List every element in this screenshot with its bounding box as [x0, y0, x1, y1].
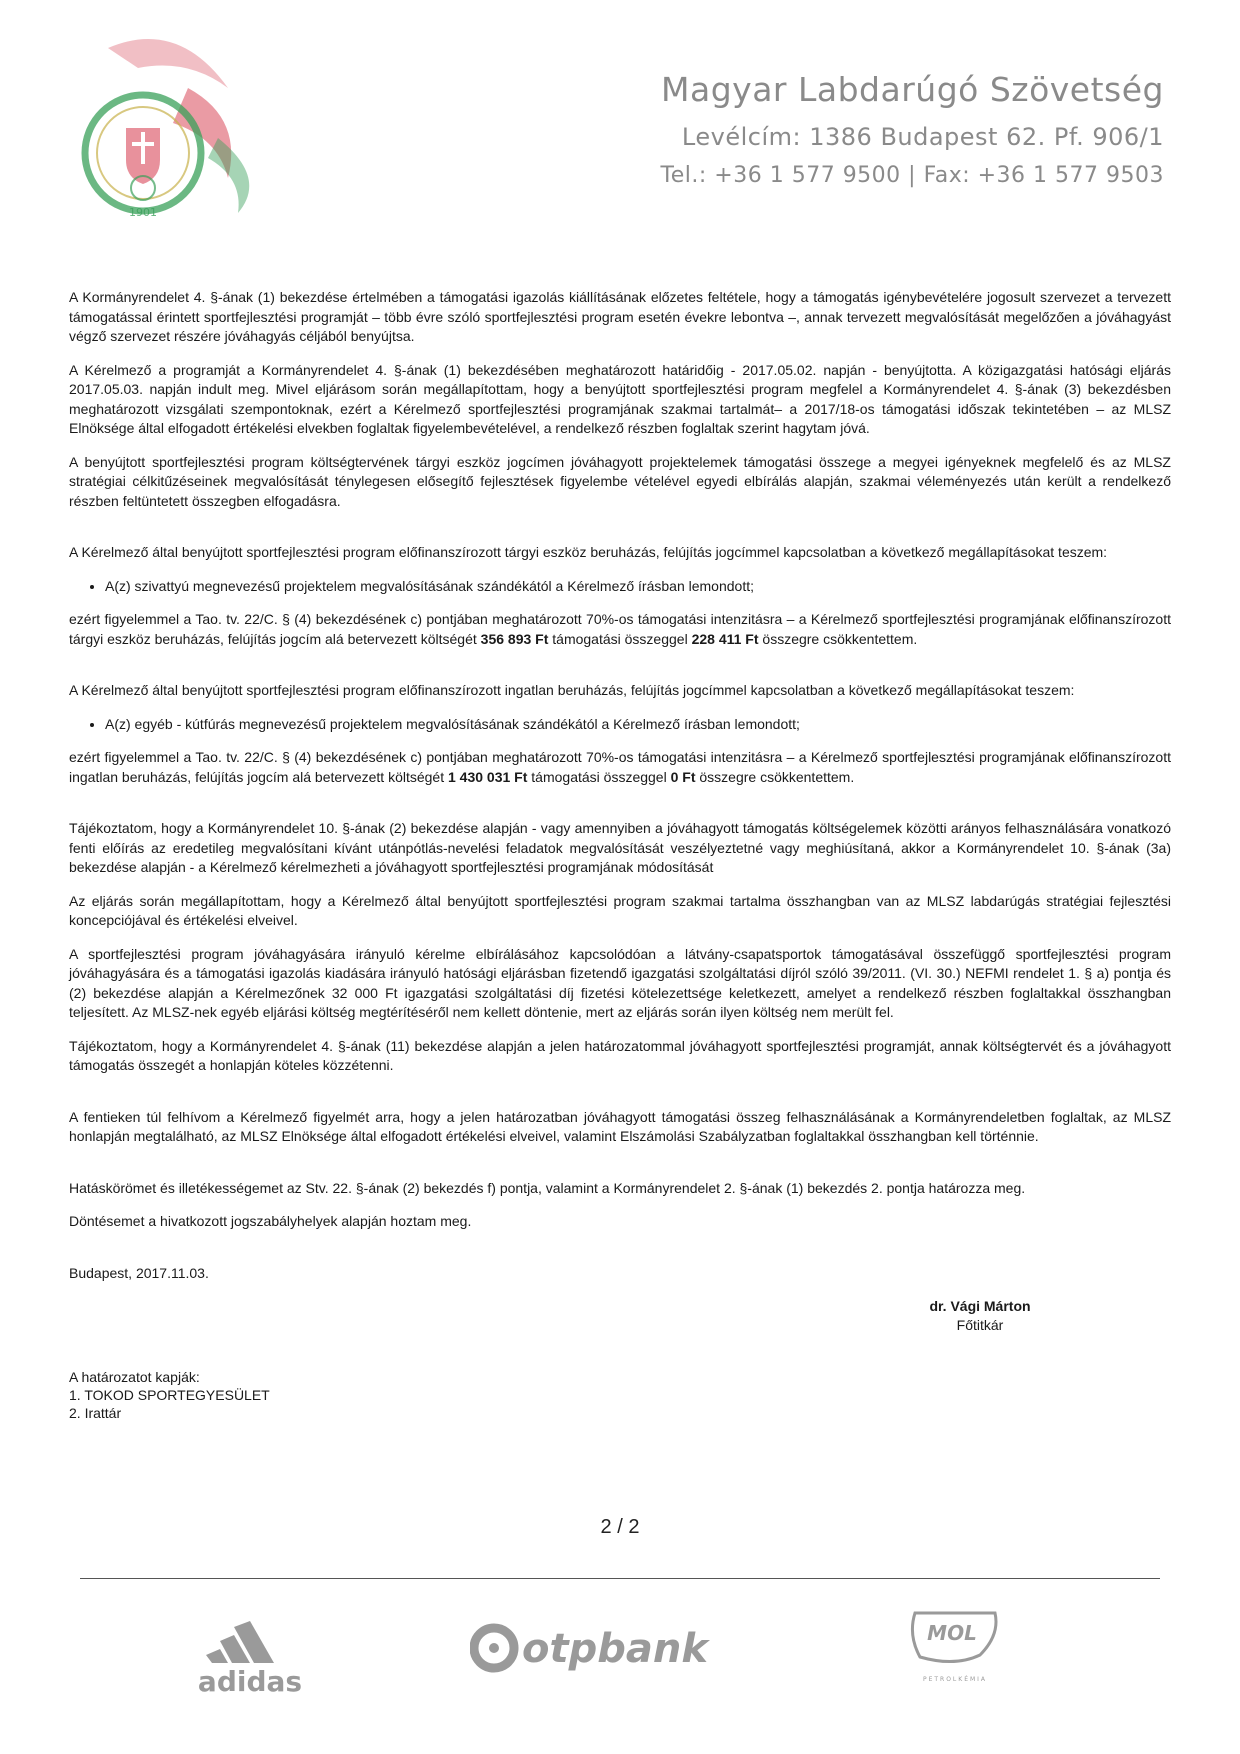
org-name: Magyar Labdarúgó Szövetség	[661, 70, 1164, 109]
paragraph: A Kérelmező a programját a Kormányrendelet 4. §-ának (1) bekezdésében meghatározott határidőig - 2017.05.02. napján - benyújtotta. A közigazgatási hatósági eljárás 2017.05.03. napján indult meg. Mivel eljárásom során megállapítottam, hogy a benyújtott sportfejlesztési program megfelel a Kormányrendelet 4. §-ának (3) bekezdésben meghatározott vizsgálati szempontoknak, ezért a Kérelmező sportfejlesztési programjának szakmai tartalmát– a 2017/18-os támogatási időszak tekintetében – az MLSZ Elnöksége által elfogadott értékelési elvekben foglaltak figyelembevételével, a rendelkező részben foglaltak szerint hagytam jóvá.	[69, 361, 1171, 436]
mol-logo	[900, 1605, 1010, 1685]
recipient-item: 1. TOKOD SPORTEGYESÜLET	[69, 1387, 270, 1403]
recipients-heading: A határozatot kapják:	[69, 1369, 200, 1385]
document-body	[69, 288, 1171, 1297]
mol-wordmark: MOL	[927, 1621, 977, 1645]
amount: 0 Ft	[670, 768, 696, 785]
mol-subtitle: PETROLKÉMIA	[922, 1676, 988, 1683]
paragraph: ezért figyelemmel a Tao. tv. 22/C. § (4) bekezdésének c) pontjában meghatározott 70%-os támogatási intenzitásra – a Kérelmező sportfejlesztési programjának előfinanszírozott ingatlan beruházás, felújítás jogcím alá betervezett költségét 1 430 031 Ft támogatási összeggel 0 Ft összegre csökkentettem.	[69, 749, 1171, 785]
footer-divider	[80, 1578, 1160, 1579]
list-item: • A(z) szivattyú megnevezésű projektelem megvalósításának szándékától a Kérelmező írásban lemondott;	[105, 577, 1171, 597]
date-line: Budapest, 2017.11.03.	[69, 1264, 209, 1281]
signatory-title: Főtitkár	[956, 1317, 1004, 1333]
list-item: • A(z) egyéb - kútfúrás megnevezésű projektelem megvalósításának szándékától a Kérelmező írásban lemondott;	[105, 715, 1171, 735]
paragraph: A Kormányrendelet 4. §-ának (1) bekezdése értelmében a támogatási igazolás kiállításának előzetes feltétele, hogy a támogatás igénybevételére jogosult szervezet a tervezett támogatással érintett sportfejlesztési programját – több évre szóló sportfejlesztési program esetén évekre lebontva –, annak tervezett megvalósítását megelőzően a jóváhagyást végző szervezet részére jóváhagyás céljából benyújtsa.	[69, 289, 1171, 344]
paragraph: A fentieken túl felhívom a Kérelmező figyelmét arra, hogy a jelen határozatban jóváhagyott támogatási összeg felhasználásának a Kormányrendeletben foglaltak, az MLSZ honlapján megtalálható, az MLSZ Elnöksége által elfogadott értékelési elveivel, valamint Elszámolási Szabályzatban foglaltakkal összhangban kell történnie.	[69, 1108, 1171, 1144]
page-number: 2 / 2	[600, 1516, 640, 1538]
amount: 1 430 031 Ft	[448, 768, 528, 785]
recipient-item: 2. Irattár	[69, 1405, 122, 1421]
amount: 228 411 Ft	[691, 630, 759, 647]
adidas-logo	[190, 1605, 320, 1695]
paragraph: Tájékoztatom, hogy a Kormányrendelet 4. §-ának (11) bekezdése alapján a jelen határozatommal jóváhagyott sportfejlesztési programját, annak költségtervét és a jóváhagyott támogatás összegét a honlapján köteles közzétenni.	[69, 1037, 1171, 1073]
paragraph: A Kérelmező által benyújtott sportfejlesztési program előfinanszírozott ingatlan beruházás, felújítás jogcímmel kapcsolatban a következő megállapításokat teszem:	[69, 682, 1075, 698]
paragraph: A Kérelmező által benyújtott sportfejlesztési program előfinanszírozott tárgyi eszköz beruházás, felújítás jogcímmel kapcsolatban a következő megállapításokat teszem:	[69, 544, 1108, 560]
logo-year: 1901	[129, 206, 157, 219]
paragraph: A sportfejlesztési program jóváhagyására irányuló kérelme elbírálásához kapcsolódóan a látvány-csapatsportok támogatásával összefüggő sportfejlesztési program jóváhagyására és a támogatási igazolás kiadására irányuló hatósági eljárásban fizetendő igazgatási szolgáltatási díjról szóló 39/2011. (VI. 30.) NEFMI rendelet 1. § a) pontja és (2) bekezdése alapján a Kérelmezőnek 32 000 Ft igazgatási szolgáltatási díj fizetési kötelezettsége keletkezett, amelyet a rendelkező részben foglaltakkal összhangban teljesített. Az MLSZ-nek egyéb eljárási költség megtérítéséről nem kellett döntenie, mert az eljárás során ilyen költség nem merült fel.	[69, 945, 1171, 1020]
paragraph: Döntésemet a hivatkozott jogszabályhelyek alapján hoztam meg.	[69, 1213, 472, 1229]
bullet-list	[69, 715, 1171, 735]
paragraph: Az eljárás során megállapítottam, hogy a Kérelmező által benyújtott sportfejlesztési program szakmai tartalma összhangban van az MLSZ labdarúgás stratégiai fejlesztési koncepciójával és értékelési elveivel.	[69, 892, 1171, 928]
signatory-name: dr. Vági Márton	[929, 1298, 1031, 1314]
recipients-block	[69, 1368, 270, 1422]
adidas-wordmark: adidas	[197, 1665, 303, 1695]
paragraph: A benyújtott sportfejlesztési program költségtervének tárgyi eszköz jogcímen jóváhagyott projektelemek támogatási összege a megyei igényeknek megfelelő és az MLSZ stratégiai célkitűzéseinek megvalósítását ténylegesen elősegítő fejlesztések figyelembe vételével egyedi elbírálás alapján, szakmai véleményezés után került a rendelkező részben feltüntetett összegben elfogadásra.	[69, 453, 1171, 509]
otpbank-logo	[470, 1610, 710, 1680]
org-address: Levélcím: 1386 Budapest 62. Pf. 906/1	[681, 123, 1164, 151]
paragraph: ezért figyelemmel a Tao. tv. 22/C. § (4) bekezdésének c) pontjában meghatározott 70%-os támogatási intenzitásra – a Kérelmező sportfejlesztési programjának előfinanszírozott tárgyi eszköz beruházás, felújítás jogcím alá betervezett költségét 356 893 Ft támogatási összeggel 228 411 Ft összegre csökkentettem.	[69, 611, 1171, 647]
bullet-list	[69, 577, 1171, 597]
paragraph: Hatáskörömet és illetékességemet az Stv. 22. §-ának (2) bekezdés f) pontja, valamint a Kormányrendelet 2. §-ának (1) bekezdés 2. pontja határozza meg.	[69, 1179, 1026, 1196]
org-contact: Tel.: +36 1 577 9500 | Fax: +36 1 577 9503	[660, 163, 1164, 188]
otpbank-wordmark: otpbank	[522, 1626, 708, 1672]
signature-block	[860, 1297, 1100, 1335]
amount: 356 893 Ft	[480, 630, 549, 647]
paragraph: Tájékoztatom, hogy a Kormányrendelet 10. §-ának (2) bekezdése alapján - vagy amennyiben a jóváhagyott támogatás költségelemek közötti arányos felhasználására vonatkozó fenti előírás az eredetileg megvalósítani kívánt utánpótlás-nevelési feladatok megvalósítását veszélyeztetné vagy meghiúsítaná, akkor a Kormányrendelet 10. §-ának (3a) bekezdése alapján - a Kérelmező kérelmezheti a jóváhagyott sportfejlesztési programjának módosítását	[69, 820, 1171, 875]
mlsz-logo	[68, 28, 288, 228]
